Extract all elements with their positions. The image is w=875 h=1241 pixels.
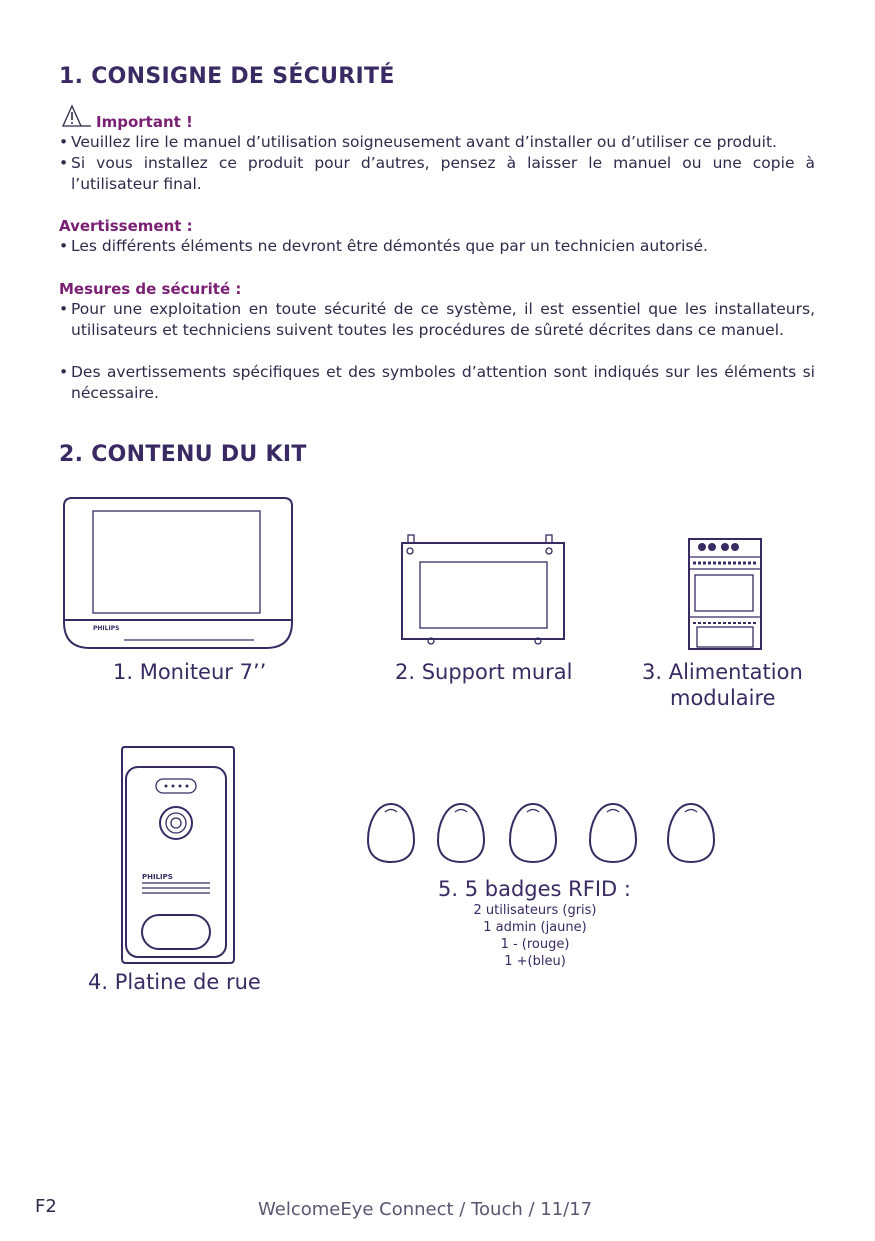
- measures-item-1: Pour une exploitation en toute sécurité de ce système, il est essentiel que les installateurs, utilisateurs et techniciens suivent toutes les procédures de sûreté décrites dans ce manuel.: [71, 300, 815, 339]
- badge-detail-minus: 1 - (rouge): [500, 937, 570, 952]
- page-number: F2: [35, 1196, 57, 1217]
- power-caption-line2: modulaire: [670, 686, 776, 710]
- rfid-badges-illustration: [366, 800, 718, 866]
- list-item: • Pour une exploitation en toute sécurité de ce système, il est essentiel que les installateurs, utilisateurs et techniciens suivent toutes les procédures de sûreté décrites dans ce manuel.: [59, 300, 815, 339]
- badges-details: [435, 902, 635, 970]
- list-item: • Des avertissements spécifiques et des symboles d’attention sont indiqués sur les éléments si nécessaire.: [59, 363, 815, 402]
- doorplate-caption: 4. Platine de rue: [88, 970, 261, 994]
- doorplate-logo: PHILIPS: [142, 873, 173, 881]
- monitor-illustration: [62, 496, 294, 651]
- power-caption-line1: 3. Alimentation: [642, 660, 803, 684]
- warning-label: Avertissement :: [59, 217, 193, 235]
- warning-item-1: Les différents éléments ne devront être démontés que par un technicien autorisé.: [71, 237, 708, 255]
- measures-item-2: Des avertissements spécifiques et des symboles d’attention sont indiqués sur les éléments si nécessaire.: [71, 363, 815, 402]
- badges-caption: 5. 5 badges RFID :: [438, 877, 631, 901]
- footer-document-title: WelcomeEye Connect / Touch / 11/17: [258, 1199, 593, 1220]
- important-label: Important !: [96, 113, 193, 131]
- monitor-logo: PHILIPS: [93, 625, 120, 632]
- important-item-1: Veuillez lire le manuel d’utilisation soigneusement avant d’installer ou d’utiliser ce produit.: [71, 133, 777, 151]
- power-supply-illustration: [687, 537, 763, 651]
- badge-detail-admin: 1 admin (jaune): [483, 920, 587, 935]
- list-item: • Les différents éléments ne devront être démontés que par un technicien autorisé.: [59, 236, 815, 257]
- important-item-2: Si vous installez ce produit pour d’autres, pensez à laisser le manuel ou une copie à l’utilisateur final.: [71, 154, 815, 193]
- wall-bracket-illustration: [398, 533, 568, 651]
- list-item: • Si vous installez ce produit pour d’autres, pensez à laisser le manuel ou une copie à l’utilisateur final.: [59, 154, 815, 193]
- section2-title: 2. CONTENU DU KIT: [59, 442, 307, 467]
- badge-detail-users: 2 utilisateurs (gris): [473, 903, 597, 918]
- monitor-caption: 1. Moniteur 7’’: [113, 660, 267, 684]
- measures-label: Mesures de sécurité :: [59, 280, 242, 298]
- doorplate-illustration: [118, 743, 238, 967]
- list-item: • Veuillez lire le manuel d’utilisation soigneusement avant d’installer ou d’utiliser ce produit.: [59, 132, 815, 153]
- bracket-caption: 2. Support mural: [395, 660, 573, 684]
- warning-triangle-icon: [62, 104, 92, 130]
- badge-detail-plus: 1 +(bleu): [504, 954, 566, 969]
- section1-title: 1. CONSIGNE DE SÉCURITÉ: [59, 64, 395, 89]
